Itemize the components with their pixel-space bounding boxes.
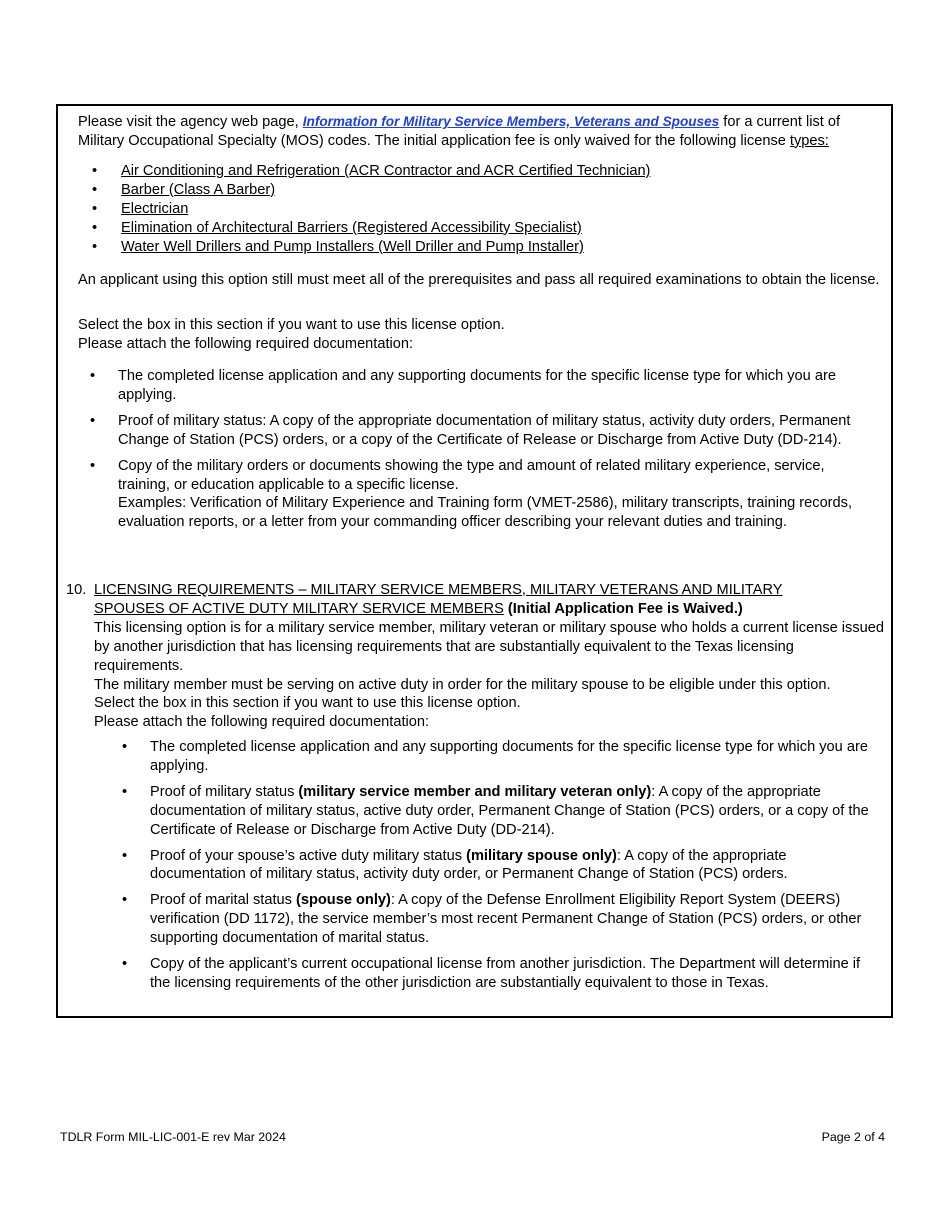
section10-heading: LICENSING REQUIREMENTS – MILITARY SERVICE MEMBERS, MILITARY VETERANS AND MILITARY SPOUSES OF ACTIVE DUTY MILITARY SERVICE MEMBERS (Initial Application Fee is Waived.)	[94, 582, 783, 617]
list-item: • The completed license application and any supporting documents for the specific license type for which you are applying.	[90, 368, 836, 403]
section9-documentation-list	[90, 367, 880, 532]
section10-active-duty-note: The military member must be serving on active duty in order for the military spouse to be eligible under this option.	[94, 676, 831, 693]
section10-body	[94, 581, 884, 732]
section10-description: This licensing option is for a military service member, military veteran or military spouse who holds a current license issued by another jurisdiction that has licensing requirements that are substantially equivalent to the Texas licensing requirements.	[94, 619, 884, 674]
section-number: 10.	[66, 582, 87, 598]
examples-text: Examples: Verification of Military Experience and Training form (VMET-2586), military transcripts, training records, evaluation reports, or a letter from your commanding officer describing your relevant duties and training.	[118, 495, 853, 531]
section10-attach-instruction: Please attach the following required documentation:	[94, 714, 430, 731]
list-item: • Air Conditioning and Refrigeration (ACR Contractor and ACR Certified Technician)	[92, 163, 651, 179]
attach-instruction: Please attach the following required documentation:	[78, 336, 414, 352]
list-item: • Proof of your spouse’s active duty military status (military spouse only): A copy of the appropriate documentation of military status, activity duty order, or Permanent Change of Station (PCS) orders.	[122, 847, 788, 883]
bullet-icon: •	[92, 238, 98, 255]
bullet-icon: •	[92, 200, 98, 217]
list-item: • Barber (Class A Barber)	[92, 181, 276, 198]
list-item: • Water Well Drillers and Pump Installers (Well Driller and Pump Installer)	[92, 238, 584, 255]
list-item: • Proof of marital status (spouse only): A copy of the Defense Enrollment Eligibility Report System (DEERS) verification (DD 1172), the service member’s most recent Permanent Change of Station (PCS) orders, or other supporting documentation of marital status.	[122, 892, 862, 947]
intro-paragraph: Please visit the agency web page, Information for Military Service Members, Veterans and Spouses for a current list of Military Occupational Specialty (MOS) codes. The initial application fee is only waived for the following license types:	[78, 114, 841, 149]
prerequisites-paragraph: An applicant using this option still must meet all of the prerequisites and pass all required examinations to obtain the license.	[78, 272, 880, 288]
list-item: • Elimination of Architectural Barriers (Registered Accessibility Specialist)	[92, 219, 582, 236]
military-info-link[interactable]: Information for Military Service Members, Veterans and Spouses	[302, 114, 720, 129]
list-item: • The completed license application and any supporting documents for the specific license type for which you are applying.	[122, 739, 868, 774]
bullet-icon: •	[122, 783, 128, 800]
bullet-icon: •	[90, 412, 96, 429]
bullet-icon: •	[92, 181, 98, 198]
list-item: • Proof of military status: A copy of the appropriate documentation of military status, activity duty orders, Permanent Change of Station (PCS) orders, or a copy of the Certificate of Release or Discharge from Active Duty (DD-214).	[90, 412, 851, 448]
section10-documentation-list	[122, 738, 877, 993]
list-item: • Copy of the military orders or documents showing the type and amount of related military experience, service, training, or education applicable to a specific license. Examples: Verification of Military Experience and Training form (VMET-2586), military transcripts, training records, evaluation reports, or a letter from your commanding officer describing your relevant duties and training.	[90, 457, 853, 531]
bullet-icon: •	[122, 892, 128, 909]
bullet-icon: •	[92, 163, 98, 179]
page-number: Page 2 of 4	[821, 1130, 885, 1144]
list-item: • Copy of the applicant’s current occupational license from another jurisdiction. The Department will determine if the licensing requirements of the other jurisdiction are substantially equivalent to those in Texas.	[122, 956, 861, 991]
bullet-icon: •	[122, 847, 128, 864]
bullet-icon: •	[90, 457, 96, 474]
list-item: • Proof of military status (military service member and military veteran only): A copy of the appropriate documentation of military status, active duty order, Permanent Change of Station (PCS) orders, or a copy of the Certificate of Release or Discharge from Active Duty (DD-214).	[122, 783, 869, 838]
list-item: • Electrician	[92, 200, 189, 217]
bullet-icon: •	[122, 956, 128, 973]
waived-license-types-list	[92, 162, 872, 257]
section10-select-box-instruction: Select the box in this section if you want to use this license option.	[94, 695, 521, 712]
bullet-icon: •	[122, 739, 128, 755]
select-box-instruction: Select the box in this section if you want to use this license option.	[78, 317, 505, 333]
bullet-icon: •	[90, 368, 96, 384]
bullet-icon: •	[92, 219, 98, 236]
form-id-footer: TDLR Form MIL-LIC-001-E rev Mar 2024	[60, 1130, 286, 1144]
